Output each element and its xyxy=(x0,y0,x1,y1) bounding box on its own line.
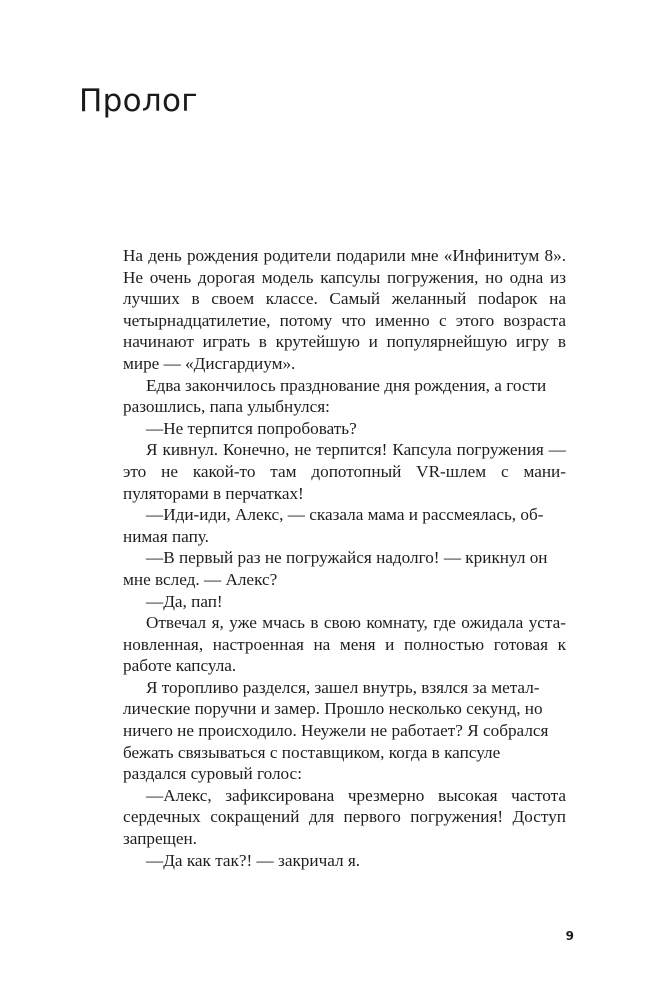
chapter-body-text xyxy=(123,245,566,871)
dialogue-line-3: —В первый раз не погружайся надолго! — крикнул он мне вслед. — Алекс? xyxy=(123,548,548,589)
paragraph-5: Я торопливо разделся, зашел внутрь, взялся за металлические поручни и замер. Прошло несколько секунд, но ничего не происходило. Неужели не работает? Я собрался бежать связываться с поставщиком, когда в капсуле раздался суровый голос: xyxy=(123,677,549,784)
dialogue-line-6: —Да как так?! — закричал я. xyxy=(146,850,361,870)
paragraph-4: Отвечал я, уже мчась в свою комнату, где ожидала установленная, настроенная на меня и полностью готовая к работе капсула. xyxy=(123,613,566,676)
chapter-title: Пролог xyxy=(79,83,198,119)
paragraph-1: На день рождения родители подарили мне «Инфинитум 8». Не очень дорогая модель капсулы погружения, но одна из лучших в своем классе. Самый желанный поdарок на четырнадцатилетие, потому что именно с этого возраста начинают играть в крутейшую и популярнейшую игру в мире — «Дисгардиум». xyxy=(123,246,566,373)
dialogue-line-1: —Не терпится попробовать? xyxy=(146,418,357,438)
dialogue-line-5: —Алекс, зафиксирована чрезмерно высокая частота сердечных сокращений для первого погружения! Доступ запрещен. xyxy=(123,785,566,849)
dialogue-line-2: —Иди-иди, Алекс, — сказала мама и рассмеялась, обнимая папу. xyxy=(123,505,544,546)
page-number: 9 xyxy=(565,929,574,943)
dialogue-line-4: —Да, пап! xyxy=(146,591,223,611)
paragraph-2: Едва закончилось празднование дня рождения, а гости разошлись, папа улыбнулся: xyxy=(123,375,547,417)
paragraph-3: Я кивнул. Конечно, не терпится! Капсула погружения — это не какой-то там допотопный VR-шлем с манипуляторами в перчатках! xyxy=(123,440,566,503)
